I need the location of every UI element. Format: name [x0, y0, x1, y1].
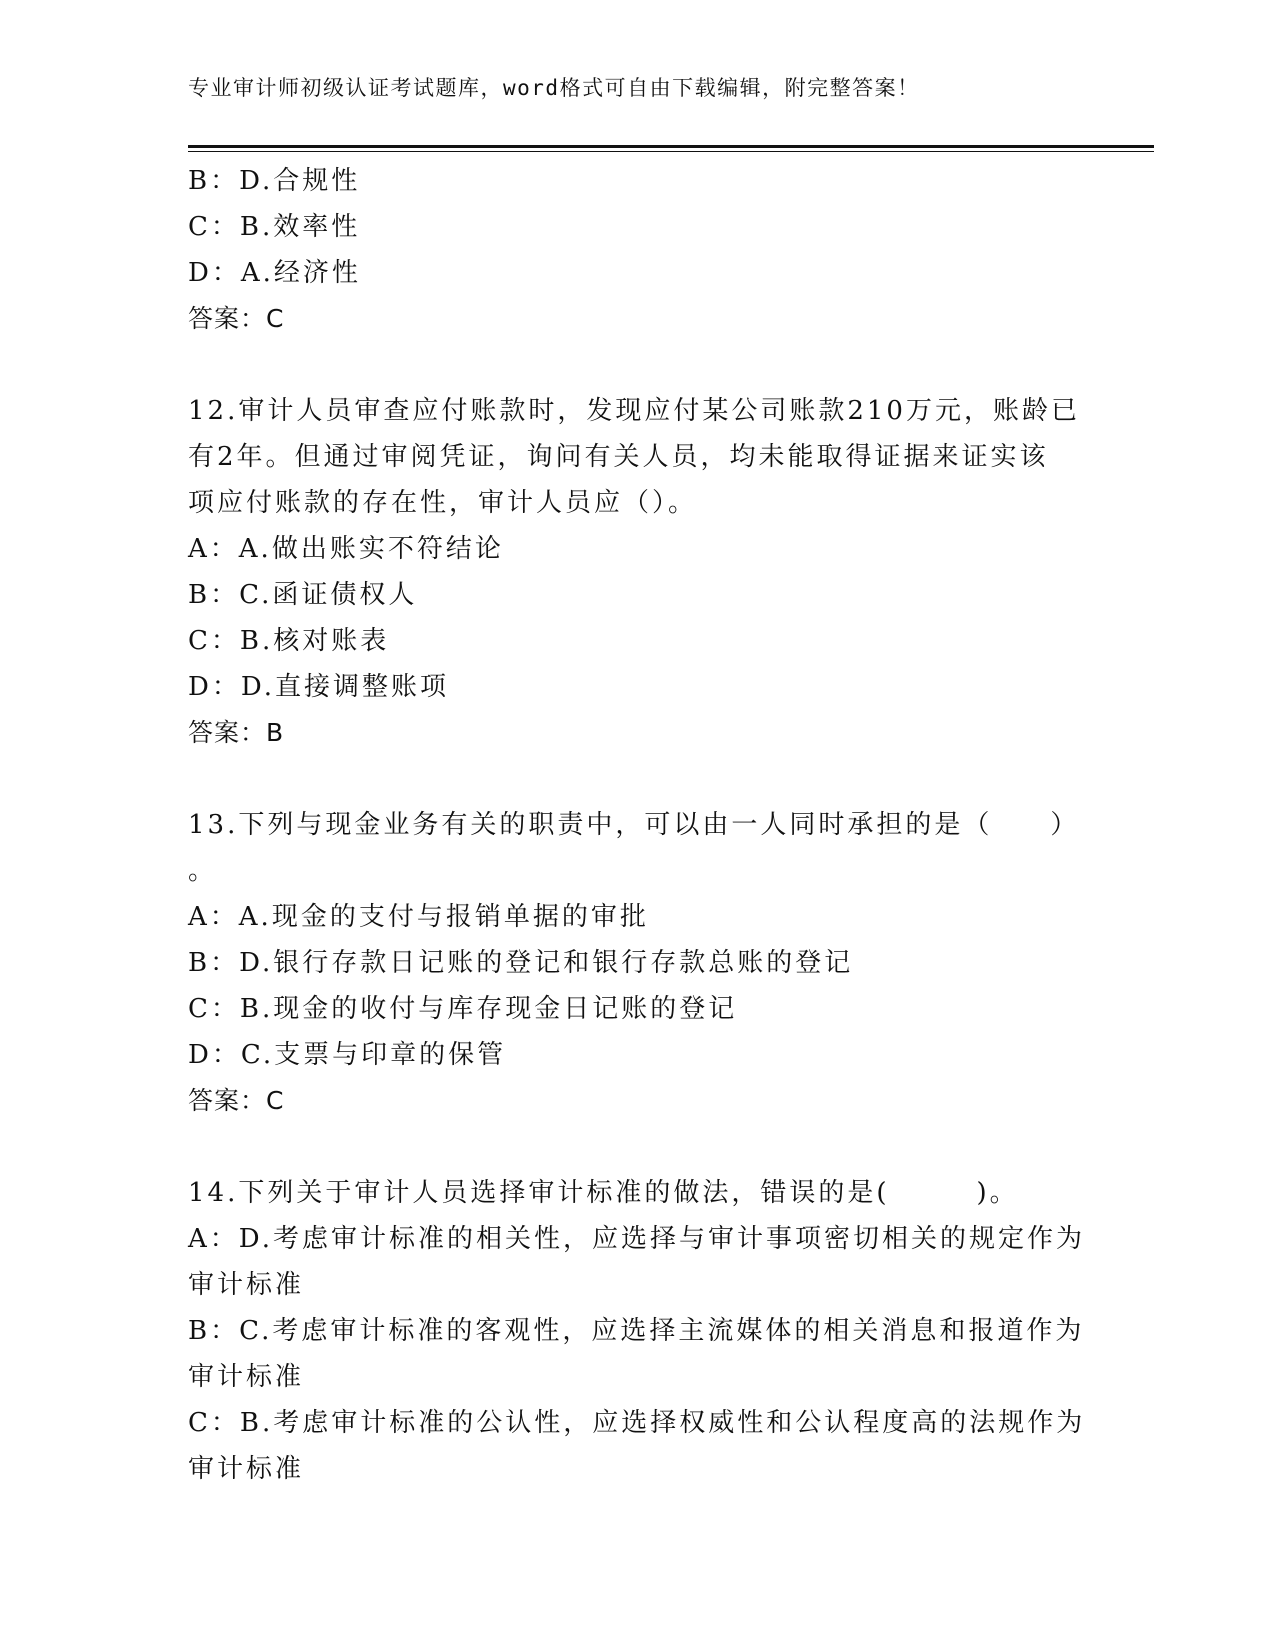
spacer [188, 756, 1088, 802]
answer-line: 答案：C [188, 1086, 285, 1115]
text-line: 审计标准 [188, 1454, 305, 1484]
spacer [188, 1124, 1088, 1170]
text-line: D：C.支票与印章的保管 [188, 1040, 507, 1070]
text-line: 审计标准 [188, 1270, 305, 1300]
text-line: B：C.考虑审计标准的客观性，应选择主流媒体的相关消息和报道作为 [188, 1316, 1085, 1346]
text-line: 。 [188, 856, 218, 886]
text-line: A：A.现金的支付与报销单据的审批 [188, 902, 649, 932]
header-rule-thick [188, 145, 1154, 148]
text-line: C：B.现金的收付与库存现金日记账的登记 [188, 994, 738, 1024]
spacer [188, 342, 1088, 388]
text-line: B：C.函证债权人 [188, 580, 418, 610]
text-line: 12.审计人员审查应付账款时，发现应付某公司账款210万元，账龄已 [188, 396, 1080, 426]
text-line: D：D.直接调整账项 [188, 672, 450, 702]
text-line: C：B.考虑审计标准的公认性，应选择权威性和公认程度高的法规作为 [188, 1408, 1086, 1438]
text-line: 项应付账款的存在性，审计人员应（）。 [188, 488, 698, 518]
text-line: B：D.合规性 [188, 166, 361, 196]
text-line: C：B.核对账表 [188, 626, 390, 656]
answer-line: 答案：C [188, 304, 285, 333]
text-line: 审计标准 [188, 1362, 305, 1392]
text-line: C：B.效率性 [188, 212, 361, 242]
text-line: A：A.做出账实不符结论 [188, 534, 504, 564]
page-header: 专业审计师初级认证考试题库，word格式可自由下载编辑，附完整答案！ [188, 76, 920, 100]
text-line: 有2年。但通过审阅凭证，询问有关人员，均未能取得证据来证实该 [188, 442, 1049, 472]
text-line: D：A.经济性 [188, 258, 361, 288]
question-content [188, 158, 1088, 1492]
answer-line: 答案：B [188, 718, 285, 747]
text-line: A：D.考虑审计标准的相关性，应选择与审计事项密切相关的规定作为 [188, 1224, 1085, 1254]
text-line: B：D.银行存款日记账的登记和银行存款总账的登记 [188, 948, 854, 978]
text-line: 13.下列与现金业务有关的职责中，可以由一人同时承担的是（ ） [188, 810, 1080, 840]
text-line: 14.下列关于审计人员选择审计标准的做法，错误的是( )。 [188, 1178, 1019, 1208]
header-rule-thin [188, 151, 1154, 152]
